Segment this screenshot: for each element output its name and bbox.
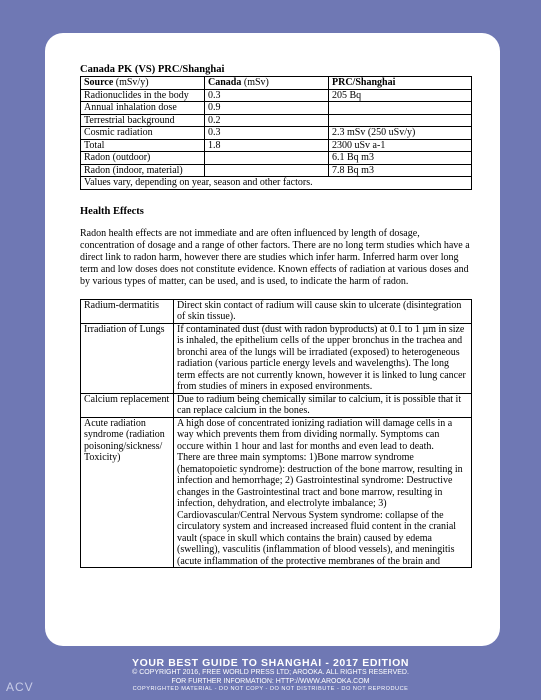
table-row: Annual inhalation dose 0.9 — [81, 102, 472, 115]
acute-desc-part1: A high dose of concentrated ionizing radiation will damage cells in a way which prevents them from dividing normally. Symptoms can occure within 1 hour and last for months and even lead to death. — [177, 417, 453, 452]
table-row: Cosmic radiation 0.3 2.3 mSv (250 uSv/y) — [81, 127, 472, 140]
table-row: Radium-dermatitis Direct skin contact of radium will cause skin to ulcerate (disintegration of skin tissue). — [81, 299, 472, 323]
footer-info: FOR FURTHER INFORMATION: HTTP://WWW.AROOKA.COM — [171, 677, 370, 685]
table-row: Radon (outdoor) 6.1 Bq m3 — [81, 152, 472, 165]
table1-note: Values vary, depending on year, season and other factors. — [81, 177, 472, 190]
table-row: Irradiation of Lungs If contaminated dust (dust with radon byproducts) at 0.1 to 1 µm in size is inhaled, the epithelium cells of the upper bronchus in the trachea and bronchi area of the lungs will be irradiated (exposed) to heterogeneous radiation (various particle energy levels and wavelengths). The long term effects are not currently known, however it is linked to lung cancer from studies of miners in exposed environments. — [81, 323, 472, 393]
watermark-text: ACV — [6, 680, 34, 694]
table-row: Radon (indoor, material) 7.8 Bq m3 — [81, 164, 472, 177]
table1-header-row — [81, 77, 472, 90]
radiation-sources-table — [80, 76, 472, 190]
table-row: Terrestrial background 0.2 — [81, 114, 472, 127]
table-row: Radionuclides in the body 0.3 205 Bq — [81, 89, 472, 102]
page-footer — [0, 657, 541, 693]
table1-note-row — [81, 177, 472, 190]
header-source: Source (mSv/y) — [81, 77, 205, 90]
acute-desc-part2: There are three main symptoms: 1)Bone marrow syndrome (hematopoietic syndrome): destruction of the bone marrow, resulting in infection and hemorrhage; 2) Gastrointestinal syndrome: Destructive changes in the Gastrointestinal tract and bone marrow, resulting in infection, dehydration, and electrolyte imbalance; 3) Cardiovascular/Central Nervous System syndrome: collapse of the circulatory system and increased increased fluid content in the cranial vault (space in skull which contains the brain) caused by edema (swelling), vasculitis (inflammation of blood vessels), and meningitis (acute inflammation of the protective membranes of the brain and — [177, 452, 463, 567]
footer-copyright: © COPYRIGHT 2016, FREE WORLD PRESS LTD; AROOKA. ALL RIGHTS RESERVED. — [132, 669, 409, 676]
health-effects-heading: Health Effects — [80, 205, 144, 217]
header-canada: Canada (mSv) — [205, 77, 329, 90]
header-prc: PRC/Shanghai — [329, 77, 472, 90]
health-effects-table — [80, 299, 472, 569]
footer-notice: COPYRIGHTED MATERIAL - DO NOT COPY - DO NOT DISTRIBUTE - DO NOT REPRODUCE — [132, 686, 409, 692]
footer-title: YOUR BEST GUIDE TO SHANGHAI - 2017 EDITION — [131, 657, 410, 669]
page-content — [80, 63, 472, 568]
health-effects-paragraph: Radon health effects are not immediate and are often influenced by length of dosage, concentration of dosage and a range of other factors. There are no long term studies which have a direct link to radon harm, however there are studies which infer harm. Inferred harm over long term and low doses does not constitute evidence. Known effects of radiation at various doses and by various types of matter, can be used, and is used, to indicate the harm of radon. — [80, 227, 470, 288]
table1-title: Canada PK (VS) PRC/Shanghai — [80, 64, 225, 75]
table-row: Total 1.8 2300 uSv a-1 — [81, 139, 472, 152]
table-row: Calcium replacement Due to radium being chemically similar to calcium, it is possible that it can replace calcium in the bones. — [81, 393, 472, 417]
document-page — [45, 33, 500, 646]
table-row: Acute radiation syndrome (radiation poisoning/sickness/ Toxicity) A high dose of concentrated ionizing radiation will damage cells in a way which prevents them from dividing normally. Symptoms can occure within 1 hour and last for months and even lead to death. There are three main symptoms: 1)Bone marrow syndrome (hematopoietic syndrome): destruction of the bone marrow, resulting in infection and hemorrhage; 2) Gastrointestinal syndrome: Destructive changes in the Gastrointestinal tract and bone marrow, resulting in infection, dehydration, and electrolyte imbalance; 3) Cardiovascular/Central Nervous System syndrome: collapse of the circulatory system and increased increased fluid content in the cranial vault (space in skull which contains the brain) caused by edema (swelling), vasculitis (inflammation of blood vessels), and meningitis (acute inflammation of the protective membranes of the brain and — [81, 417, 472, 568]
